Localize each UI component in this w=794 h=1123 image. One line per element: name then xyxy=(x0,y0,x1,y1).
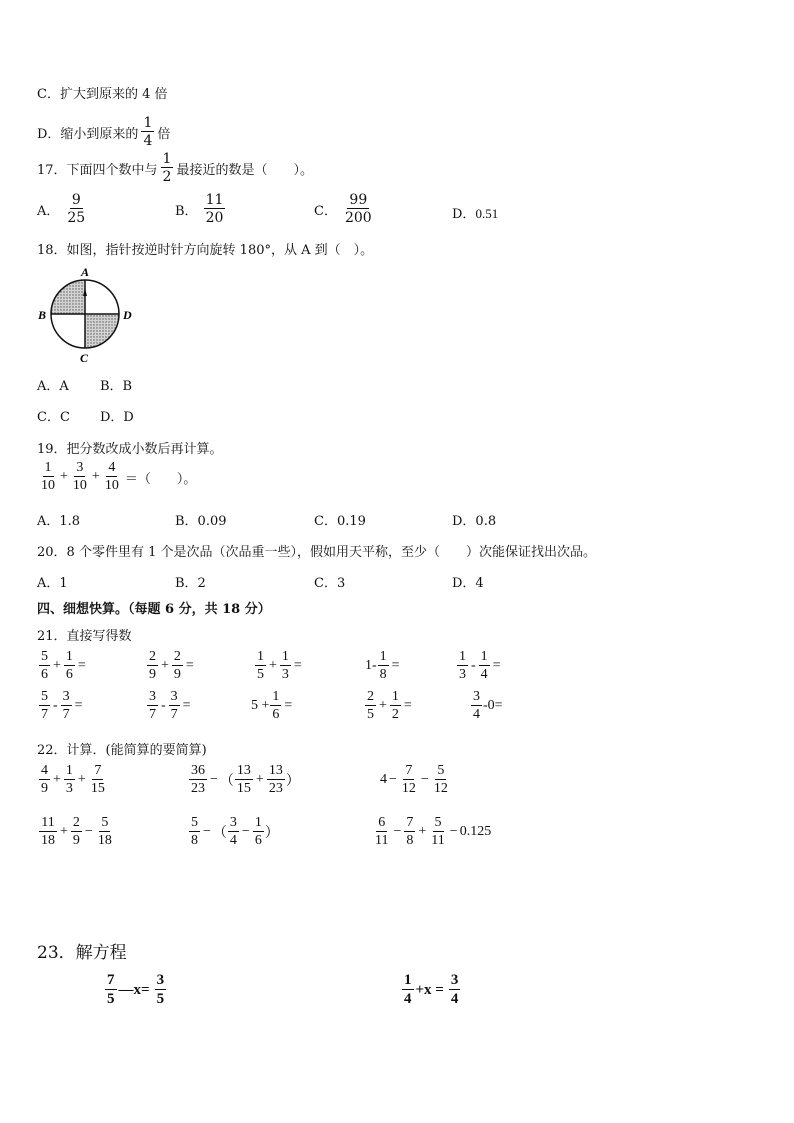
q19-option-b: B．0.09 xyxy=(175,514,227,529)
q20-option-d: D．4 xyxy=(452,576,484,591)
q21-item-4: 1- $\frac{1}{8}$ = xyxy=(365,649,400,682)
q17-option-b: B． $\frac{11}{20}$ xyxy=(175,192,224,226)
q18-option-d: D．D xyxy=(100,410,134,425)
label-d: D xyxy=(123,308,132,322)
q21-stem: 21．直接写得数 xyxy=(37,629,132,644)
q23-equation-2: $\frac{1}{4}$ +x = $\frac{3}{4}$ xyxy=(404,972,459,1007)
q19-option-a: A．1.8 xyxy=(37,514,81,529)
label-a: A xyxy=(81,265,90,279)
q20-option-a: A．1 xyxy=(37,576,68,591)
q22-expression-2: $\frac{36}{23}$ − （ $\frac{13}{15}$ + $\frac{13}{23}$ ） xyxy=(191,763,300,796)
q22-expression-5: $\frac{5}{8}$ − （ $\frac{3}{4}$ − $\frac{1}{6}$ ） xyxy=(191,815,279,848)
q21-item-3: $\frac{1}{5}$ + $\frac{1}{3}$ = xyxy=(257,649,302,682)
q19-option-c: C．0.19 xyxy=(314,514,366,529)
q22-expression-4: $\frac{11}{18}$ + $\frac{2}{9}$ − $\frac{5}{18}$ xyxy=(41,815,112,848)
q18-stem: 18．如图，指针按逆时针方向旋转 180°，从 A 到（ ）。 xyxy=(37,243,374,258)
q22-expression-3: 4 − $\frac{7}{12}$ − $\frac{5}{12}$ xyxy=(380,763,448,796)
q16-d-suffix: 倍 xyxy=(157,126,171,142)
label-b: B xyxy=(38,308,47,322)
q20-option-c: C．3 xyxy=(314,576,346,591)
q19-stem: 19．把分数改成小数后再计算。 xyxy=(37,442,223,457)
q17-option-d: D．0.51 xyxy=(452,206,499,222)
q21-item-9: $\frac{2}{5}$ + $\frac{1}{2}$ = xyxy=(367,689,412,722)
q17-option-a: A． $\frac{9}{25}$ xyxy=(37,192,86,226)
q18-option-a: A．A xyxy=(37,379,69,394)
q21-item-8: 5 + $\frac{1}{6}$ = xyxy=(251,689,293,722)
q21-item-6: $\frac{5}{7}$ - $\frac{3}{7}$ = xyxy=(41,689,83,722)
q20-option-b: B．2 xyxy=(175,576,206,591)
section-4-heading: 四、细想快算。（每题 6 分，共 18 分） xyxy=(37,602,271,617)
q21-item-2: $\frac{2}{9}$ + $\frac{2}{9}$ = xyxy=(149,649,194,682)
q16-option-c: C．扩大到原来的 4 倍 xyxy=(37,87,168,102)
q17-stem: 17．下面四个数中与 $\frac{1}{2}$ 最接近的数是（ ）。 xyxy=(37,151,313,185)
q21-item-1: $\frac{5}{6}$ + $\frac{1}{6}$ = xyxy=(41,649,86,682)
q22-expression-6: $\frac{6}{11}$ − $\frac{7}{8}$ + $\frac{5}{11}$ − 0.125 xyxy=(375,815,492,848)
q18-option-c: C．C xyxy=(37,410,70,425)
q18-option-b: B．B xyxy=(100,379,133,394)
rotation-circle-figure xyxy=(36,264,140,366)
q16-d-prefix: D．缩小到原来的 xyxy=(37,126,139,142)
q17-stem-fraction: $\frac{1}{2}$ xyxy=(162,151,172,185)
label-c: C xyxy=(80,351,89,365)
q22-expression-1: $\frac{4}{9}$ + $\frac{1}{3}$ + $\frac{7}{15}$ xyxy=(41,763,105,796)
q21-item-5: $\frac{1}{3}$ - $\frac{1}{4}$ = xyxy=(459,649,501,682)
q16-d-fraction: $\frac{1}{4}$ xyxy=(143,115,153,149)
q19-option-d: D．0.8 xyxy=(452,514,497,529)
q21-item-10: $\frac{3}{4}$ -0= xyxy=(473,689,503,722)
q21-item-7: $\frac{3}{7}$ - $\frac{3}{7}$ = xyxy=(149,689,191,722)
q23-stem: 23．解方程 xyxy=(37,943,127,963)
q19-expression: $\frac{1}{10}$ + $\frac{3}{10}$ + $\frac{4}{10}$ ＝（ ）。 xyxy=(41,460,197,493)
q20-stem: 20．8 个零件里有 1 个是次品（次品重一些），假如用天平称，至少（ ）次能保证找出次品。 xyxy=(37,545,596,560)
q17-option-c: C． $\frac{99}{200}$ xyxy=(314,192,372,226)
q23-equation-1: $\frac{7}{5}$ —x= $\frac{3}{5}$ xyxy=(107,972,165,1007)
q22-stem: 22．计算．(能简算的要简算) xyxy=(37,743,207,758)
q16-option-d xyxy=(37,116,170,148)
